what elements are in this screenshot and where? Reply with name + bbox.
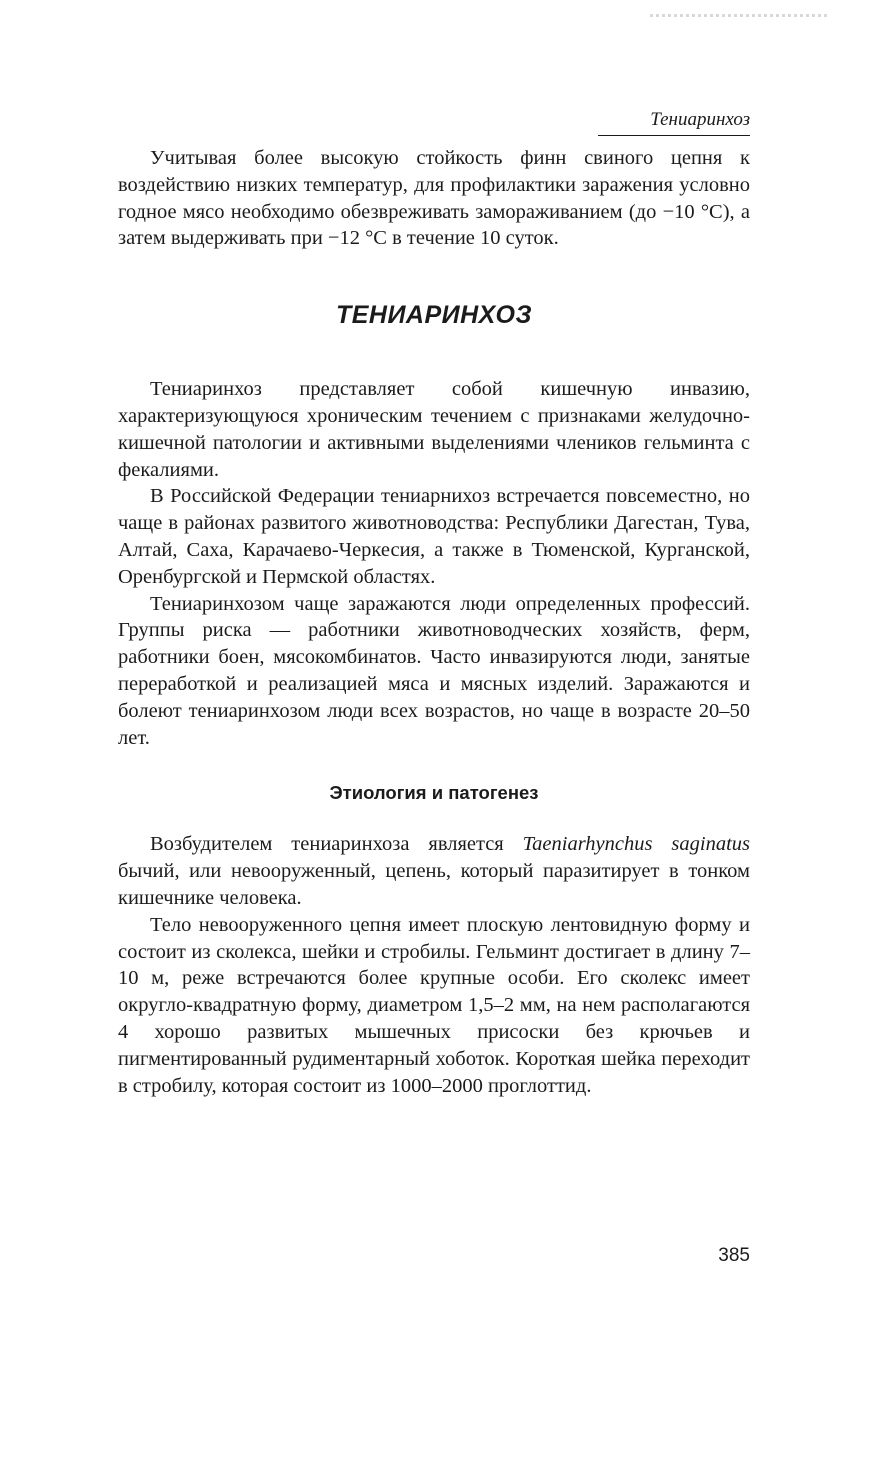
book-page: [118, 0, 750, 1463]
page-number: 385: [718, 1245, 750, 1266]
chapter-paragraph-1: Тениаринхоз представляет собой кишечную инвазию, характеризующуюся хроническим течением с признаками желудочно-кишечной патологии и активными выделениями члеников гельминта с фекалиями.: [118, 378, 750, 481]
section-title: Этиология и патогенез: [329, 782, 539, 804]
chapter-title: ТЕНИАРИНХОЗ: [335, 301, 533, 330]
etiology-text-after: бычий, или невооруженный, цепень, который паразитирует в тонком кишечнике человека.: [118, 860, 750, 909]
page-content: [118, 145, 750, 1099]
etiology-paragraph-1: [118, 831, 750, 911]
chapter-paragraph-2: В Российской Федерации тениарнихоз встречается повсеместно, но чаще в районах развитого животноводства: Республики Дагестан, Тува, Алтай, Саха, Карачаево-Черкесия, а также в Тюменской, Курганской, Оренбургской и Пермской областях.: [118, 485, 750, 588]
etiology-paragraph-2: Тело невооруженного цепня имеет плоскую лентовидную форму и состоит из сколекса, шейки и стробилы. Гельминт достигает в длину 7–10 м, реже встречаются более крупные особи. Его сколекс имеет округло-квадратную форму, диаметром 1,5–2 мм, на нем располагаются 4 хорошо развитых мышечных присоски без крючьев и пигментированный рудиментарный хоботок. Короткая шейка переходит в стробилу, которая состоит из 1000–2000 проглоттид.: [118, 913, 750, 1097]
etiology-text-before: Возбудителем тениаринхоза является: [150, 833, 523, 856]
intro-paragraph: Учитывая более высокую стойкость финн свиного цепня к воздействию низких температур, для профилактики заражения условно годное мясо необходимо обезвреживать замораживанием (до −10 °С), а затем выдерживать при −12 °С в течение 10 суток.: [118, 147, 750, 250]
running-head-rule: [598, 135, 750, 136]
running-head: Тениаринхоз: [650, 109, 750, 130]
latin-species-name: Taeniarhynchus saginatus: [522, 833, 750, 856]
chapter-paragraph-3: Тениаринхозом чаще заражаются люди определенных профессий. Группы риска — работники животноводческих хозяйств, ферм, работники боен, мясокомбинатов. Часто инвазируются люди, занятые переработкой и реализацией мяса и мясных изделий. Заражаются и болеют тениаринхозом люди всех возрастов, но чаще в возрасте 20–50 лет.: [118, 592, 750, 749]
